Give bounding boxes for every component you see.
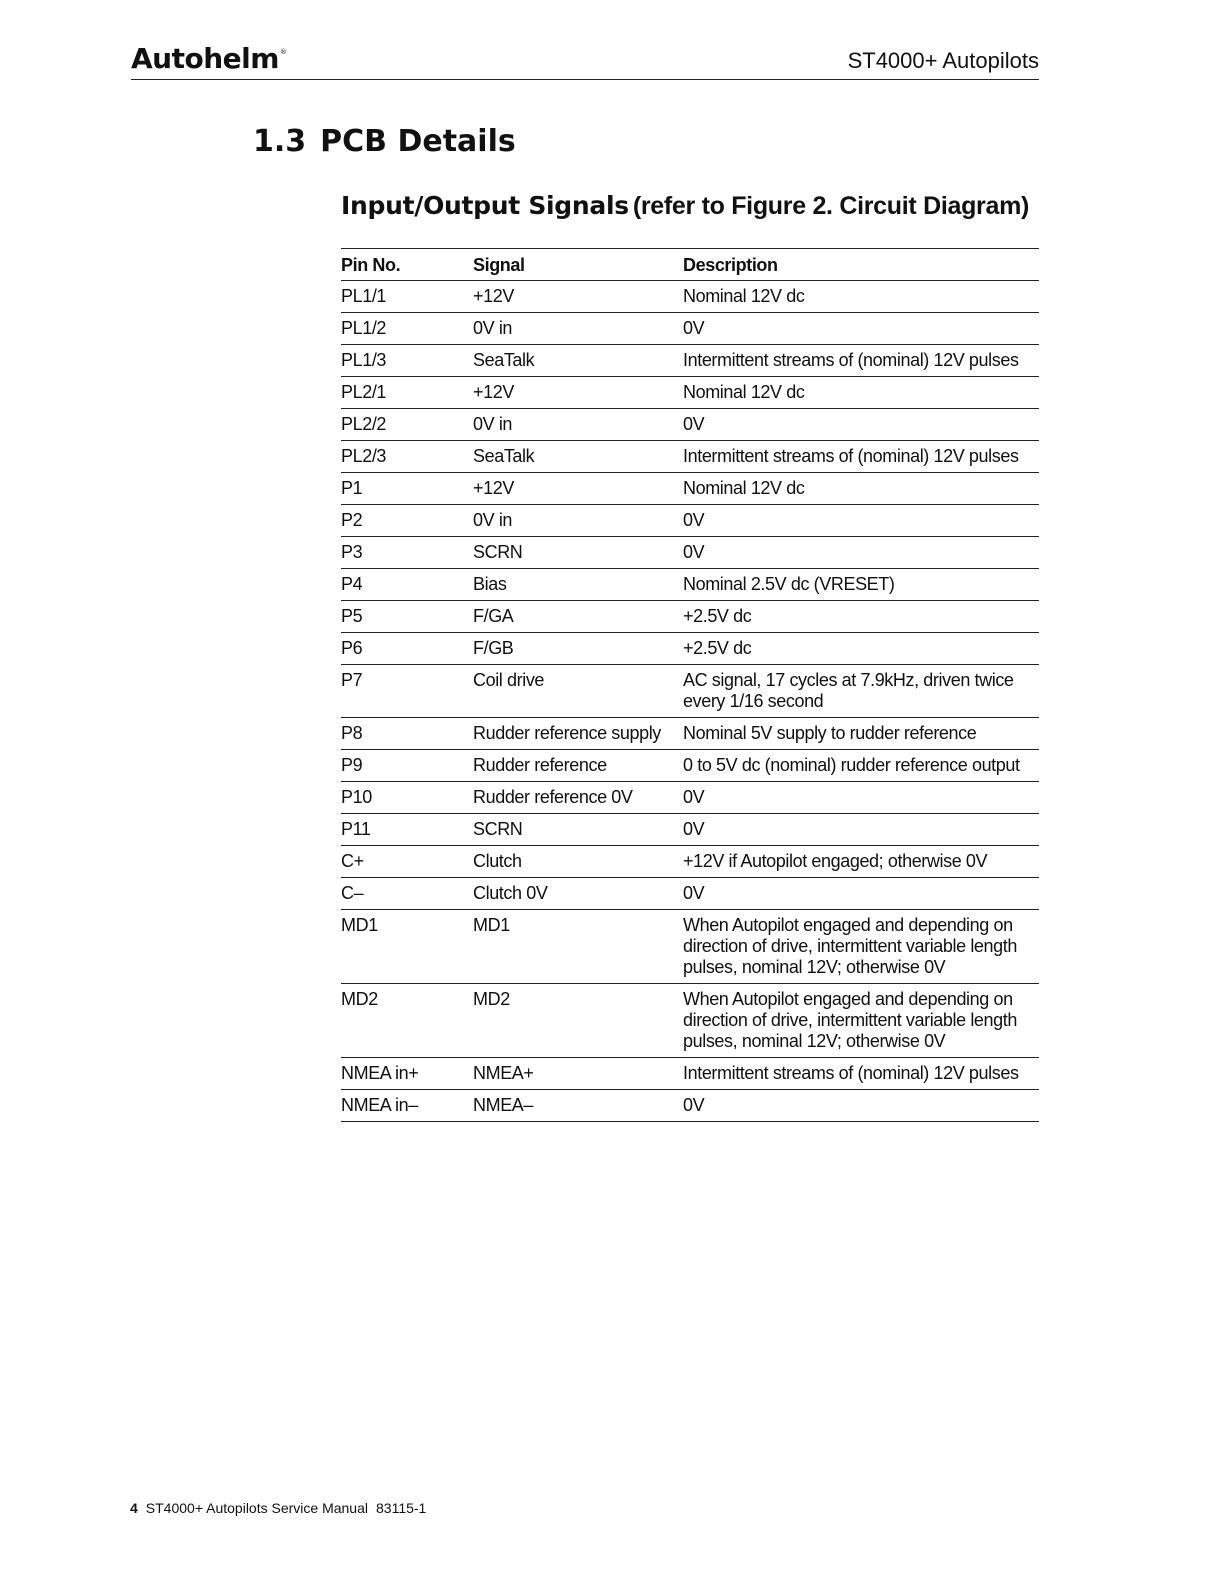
table-row xyxy=(341,345,1039,377)
table-row xyxy=(341,281,1039,313)
registered-mark: ® xyxy=(279,48,287,56)
signals-table xyxy=(341,248,1039,1122)
cell-description: +12V if Autopilot engaged; otherwise 0V xyxy=(683,846,1039,878)
table-row xyxy=(341,633,1039,665)
cell-signal: Rudder reference xyxy=(473,750,683,782)
cell-signal: Coil drive xyxy=(473,665,683,718)
cell-signal: 0V in xyxy=(473,505,683,537)
page-header xyxy=(131,40,1039,80)
cell-signal: NMEA+ xyxy=(473,1058,683,1090)
table-row xyxy=(341,750,1039,782)
table-body xyxy=(341,281,1039,1122)
cell-description: Nominal 5V supply to rudder reference xyxy=(683,718,1039,750)
figure-reference: (refer to Figure 2. Circuit Diagram) xyxy=(632,192,1030,220)
cell-description: 0V xyxy=(683,409,1039,441)
table-row xyxy=(341,505,1039,537)
cell-signal: SeaTalk xyxy=(473,441,683,473)
cell-pin: P7 xyxy=(341,665,473,718)
table-row xyxy=(341,473,1039,505)
cell-pin: MD1 xyxy=(341,910,473,984)
cell-pin: P4 xyxy=(341,569,473,601)
cell-signal: MD2 xyxy=(473,984,683,1058)
table-row xyxy=(341,984,1039,1058)
cell-pin: PL2/2 xyxy=(341,409,473,441)
cell-signal: Rudder reference 0V xyxy=(473,782,683,814)
cell-description: 0V xyxy=(683,537,1039,569)
cell-description: 0V xyxy=(683,505,1039,537)
cell-signal: +12V xyxy=(473,473,683,505)
cell-description: 0V xyxy=(683,313,1039,345)
table-row xyxy=(341,846,1039,878)
cell-description: Intermittent streams of (nominal) 12V pulses xyxy=(683,441,1039,473)
cell-pin: PL1/3 xyxy=(341,345,473,377)
cell-signal: F/GA xyxy=(473,601,683,633)
section-number: 1.3 xyxy=(253,124,307,159)
table-row xyxy=(341,601,1039,633)
brand-name: Autohelm xyxy=(131,42,279,75)
table-row xyxy=(341,569,1039,601)
table-row xyxy=(341,313,1039,345)
table-row xyxy=(341,718,1039,750)
cell-signal: SeaTalk xyxy=(473,345,683,377)
cell-pin: P3 xyxy=(341,537,473,569)
cell-pin: P6 xyxy=(341,633,473,665)
cell-description: Nominal 12V dc xyxy=(683,377,1039,409)
cell-pin: PL1/2 xyxy=(341,313,473,345)
column-header-signal: Signal xyxy=(473,249,683,281)
cell-signal: +12V xyxy=(473,281,683,313)
cell-description: +2.5V dc xyxy=(683,633,1039,665)
subsection-title: Input/Output Signals xyxy=(341,191,629,220)
cell-description: When Autopilot engaged and depending on direction of drive, intermittent variable length pulses, nominal 12V; otherwise 0V xyxy=(683,910,1039,984)
section-title: PCB Details xyxy=(320,124,516,159)
cell-signal: Bias xyxy=(473,569,683,601)
table-row xyxy=(341,665,1039,718)
table-row xyxy=(341,782,1039,814)
cell-pin: P8 xyxy=(341,718,473,750)
table-row xyxy=(341,1090,1039,1122)
table-row xyxy=(341,814,1039,846)
column-header-description: Description xyxy=(683,249,1039,281)
table-row xyxy=(341,441,1039,473)
cell-description: +2.5V dc xyxy=(683,601,1039,633)
table-row xyxy=(341,409,1039,441)
cell-signal: 0V in xyxy=(473,313,683,345)
cell-signal: Clutch 0V xyxy=(473,878,683,910)
cell-description: Nominal 12V dc xyxy=(683,473,1039,505)
cell-signal: Clutch xyxy=(473,846,683,878)
table-row xyxy=(341,878,1039,910)
cell-pin: P1 xyxy=(341,473,473,505)
cell-pin: NMEA in– xyxy=(341,1090,473,1122)
cell-pin: C– xyxy=(341,878,473,910)
cell-description: Nominal 2.5V dc (VRESET) xyxy=(683,569,1039,601)
subsection-heading xyxy=(341,191,1029,221)
page-number: 4 xyxy=(130,1500,138,1516)
cell-pin: PL2/1 xyxy=(341,377,473,409)
cell-description: 0V xyxy=(683,814,1039,846)
cell-signal: F/GB xyxy=(473,633,683,665)
product-title: ST4000+ Autopilots xyxy=(847,48,1039,73)
cell-pin: P2 xyxy=(341,505,473,537)
cell-pin: PL2/3 xyxy=(341,441,473,473)
cell-signal: Rudder reference supply xyxy=(473,718,683,750)
cell-pin: NMEA in+ xyxy=(341,1058,473,1090)
table-header-row xyxy=(341,249,1039,281)
cell-description: 0 to 5V dc (nominal) rudder reference output xyxy=(683,750,1039,782)
page-footer xyxy=(130,1500,426,1516)
cell-signal: SCRN xyxy=(473,814,683,846)
document-code: 83115-1 xyxy=(376,1500,427,1516)
cell-pin: P9 xyxy=(341,750,473,782)
cell-pin: P5 xyxy=(341,601,473,633)
cell-description: When Autopilot engaged and depending on direction of drive, intermittent variable length pulses, nominal 12V; otherwise 0V xyxy=(683,984,1039,1058)
cell-signal: SCRN xyxy=(473,537,683,569)
table-row xyxy=(341,377,1039,409)
cell-description: Intermittent streams of (nominal) 12V pulses xyxy=(683,1058,1039,1090)
cell-description: 0V xyxy=(683,1090,1039,1122)
cell-pin: C+ xyxy=(341,846,473,878)
cell-signal: MD1 xyxy=(473,910,683,984)
section-heading xyxy=(253,124,516,159)
manual-title: ST4000+ Autopilots Service Manual xyxy=(145,1500,368,1516)
cell-pin: PL1/1 xyxy=(341,281,473,313)
cell-description: 0V xyxy=(683,782,1039,814)
autohelm-logo xyxy=(131,42,285,75)
cell-description: 0V xyxy=(683,878,1039,910)
cell-pin: MD2 xyxy=(341,984,473,1058)
column-header-pin: Pin No. xyxy=(341,249,473,281)
cell-pin: P11 xyxy=(341,814,473,846)
cell-description: Nominal 12V dc xyxy=(683,281,1039,313)
cell-pin: P10 xyxy=(341,782,473,814)
cell-signal: NMEA– xyxy=(473,1090,683,1122)
cell-description: Intermittent streams of (nominal) 12V pulses xyxy=(683,345,1039,377)
table-row xyxy=(341,910,1039,984)
cell-signal: +12V xyxy=(473,377,683,409)
table-row xyxy=(341,1058,1039,1090)
cell-signal: 0V in xyxy=(473,409,683,441)
cell-description: AC signal, 17 cycles at 7.9kHz, driven twice every 1/16 second xyxy=(683,665,1039,718)
table-row xyxy=(341,537,1039,569)
